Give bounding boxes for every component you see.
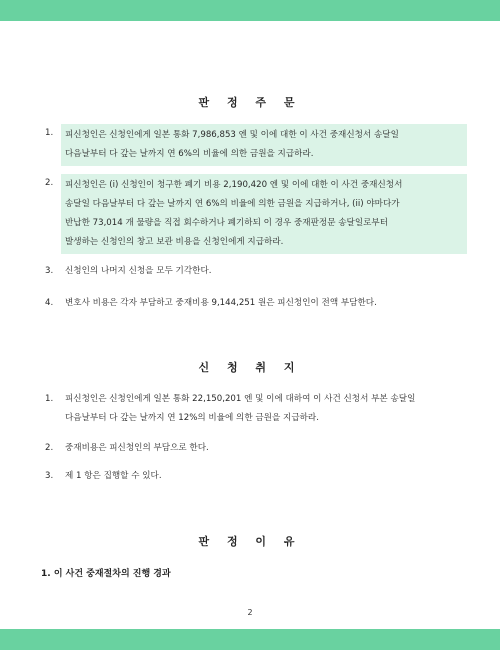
order-item-1 bbox=[37, 124, 467, 166]
claim-item-2 bbox=[37, 439, 467, 458]
claim-item-1 bbox=[37, 390, 467, 428]
bottom-color-band bbox=[0, 629, 500, 650]
order-item-3-number: 3. bbox=[45, 266, 54, 276]
claim-item-3-text: 제 1 항은 집행할 수 있다. bbox=[65, 471, 162, 481]
claim-item-1-text: 피신청인은 신청인에게 일본 통화 22,150,201 엔 및 이에 대하여 이 사건 신청서 부본 송달일 다음날부터 다 갚는 날까지 연 12%의 비율에 의한 금원을 지급하라. bbox=[65, 394, 416, 423]
order-item-4-number: 4. bbox=[45, 298, 54, 308]
reasons-subheading: 1. 이 사건 중재절차의 진행 경과 bbox=[41, 569, 171, 579]
top-color-band bbox=[0, 0, 500, 21]
claim-item-1-number: 1. bbox=[45, 394, 54, 404]
page-number: 2 bbox=[247, 608, 253, 617]
section-heading-claim: 신 청 취 지 bbox=[198, 361, 302, 374]
order-item-2-text: 피신청인은 (i) 신청인이 청구한 폐기 비용 2,190,420 엔 및 이에 대한 이 사건 중재신청서 송달일 다음날부터 다 갚는 날까지 연 6%의 비율에 의한 금원을 지급하거나, (ii) 야마다가 반납한 73,014 개 물량을 직접 회수하거나 폐기하되 이 경우 중재판정문 송달일로부터 발생하는 신청인의 창고 보관 비용을 신청인에게 지급하라. bbox=[61, 174, 467, 254]
section-heading-reasons: 판 정 이 유 bbox=[198, 535, 302, 548]
claim-item-2-text: 중재비용은 피신청인의 부담으로 한다. bbox=[65, 443, 209, 453]
order-item-3 bbox=[37, 262, 467, 281]
order-item-1-number: 1. bbox=[45, 128, 54, 138]
order-item-3-text: 신청인의 나머지 신청을 모두 기각한다. bbox=[65, 266, 212, 276]
order-item-4-text: 변호사 비용은 각자 부담하고 중재비용 9,144,251 원은 피신청인이 전액 부담한다. bbox=[65, 298, 377, 308]
claim-item-2-number: 2. bbox=[45, 443, 54, 453]
order-item-2 bbox=[37, 174, 467, 254]
order-item-2-number: 2. bbox=[45, 178, 54, 188]
section-heading-order: 판 정 주 문 bbox=[198, 96, 302, 109]
order-item-1-text: 피신청인은 신청인에게 일본 통화 7,986,853 엔 및 이에 대한 이 사건 중재신청서 송달일 다음날부터 다 갚는 날까지 연 6%의 비율에 의한 금원을 지급하라. bbox=[61, 124, 467, 166]
order-item-4 bbox=[37, 294, 467, 313]
claim-item-3 bbox=[37, 467, 467, 486]
claim-item-3-number: 3. bbox=[45, 471, 54, 481]
